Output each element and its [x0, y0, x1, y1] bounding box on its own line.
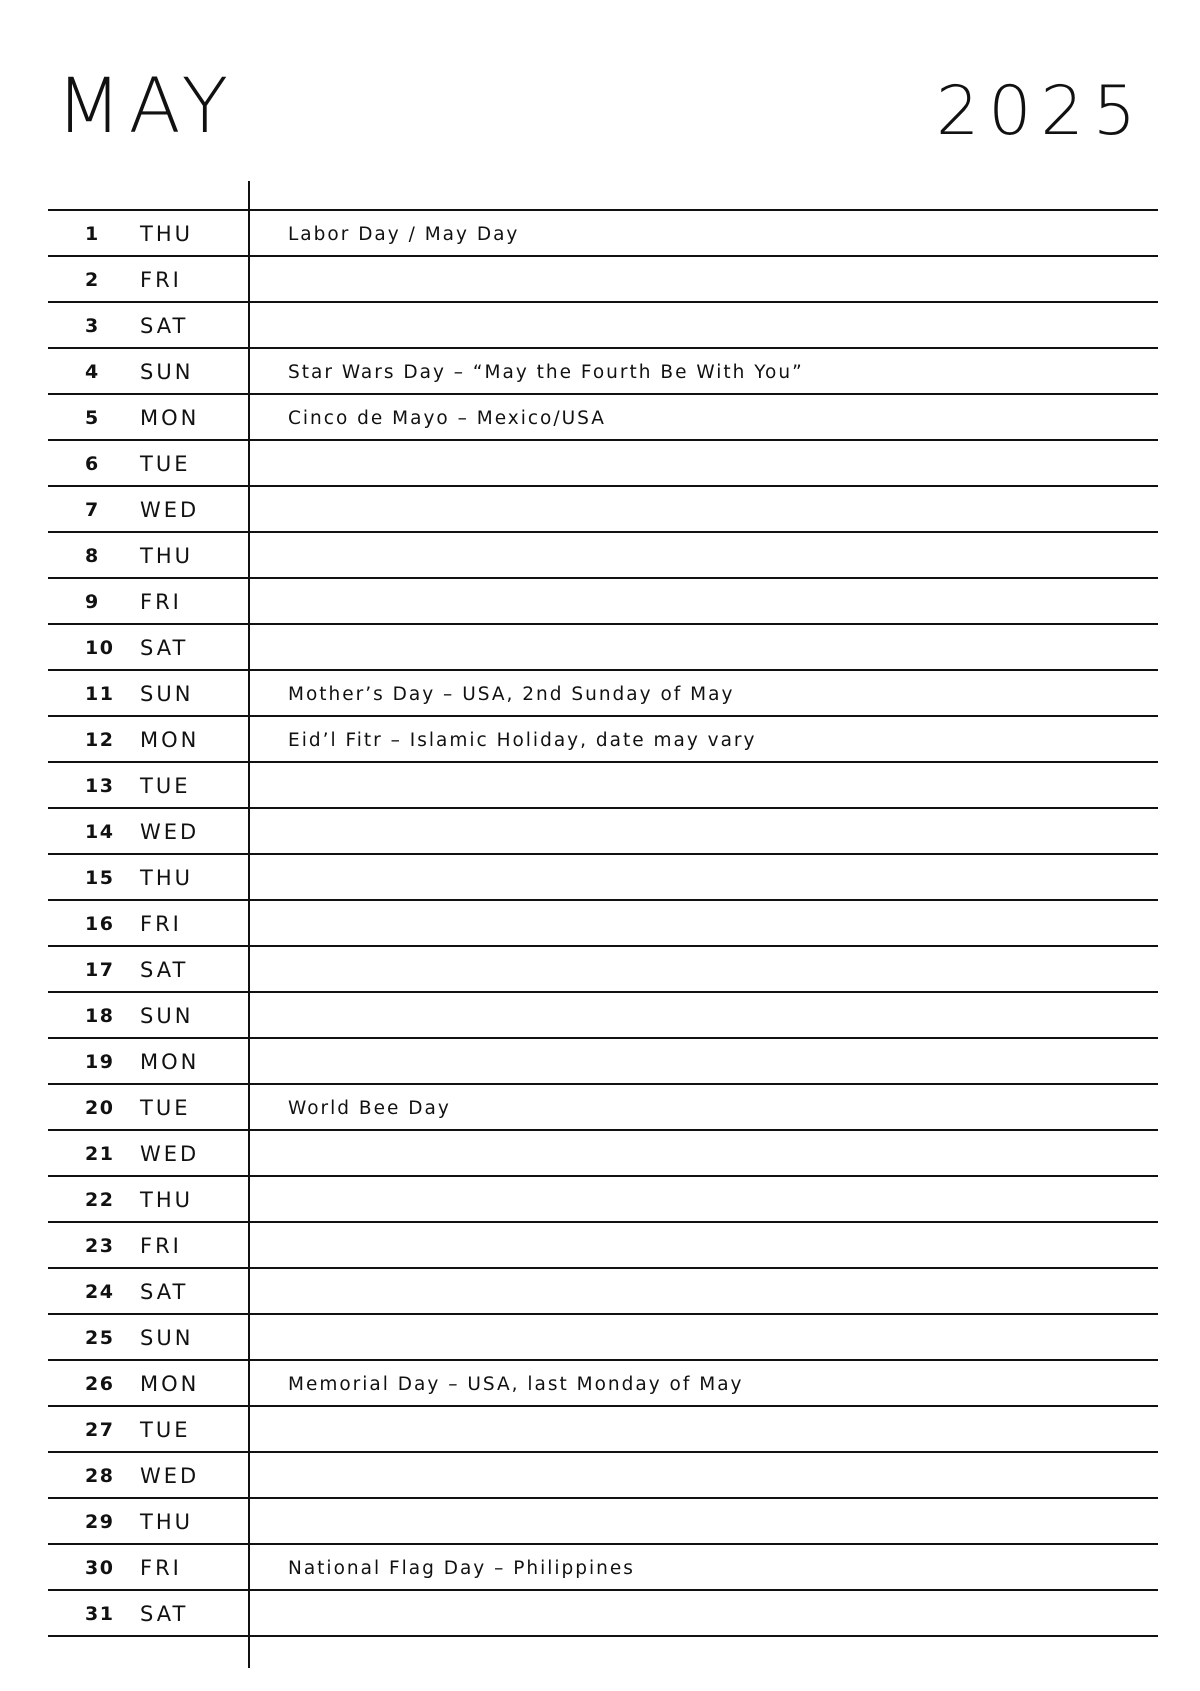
day-row[interactable] [48, 1453, 1158, 1499]
day-of-week: SAT [140, 1280, 189, 1304]
day-row[interactable] [48, 901, 1158, 947]
day-of-week: THU [140, 1188, 193, 1212]
day-of-week: TUE [140, 1418, 191, 1442]
calendar-table [48, 209, 1158, 1637]
day-number: 23 [85, 1235, 115, 1257]
day-note[interactable]: Cinco de Mayo – Mexico/USA [288, 408, 606, 429]
day-number: 11 [85, 683, 115, 705]
day-number: 5 [85, 407, 100, 429]
day-note[interactable]: Memorial Day – USA, last Monday of May [288, 1374, 744, 1395]
day-row[interactable] [48, 441, 1158, 487]
day-of-week: WED [140, 1464, 200, 1488]
day-of-week: MON [140, 406, 200, 430]
day-row[interactable] [48, 395, 1158, 441]
day-row[interactable] [48, 1177, 1158, 1223]
day-row[interactable] [48, 625, 1158, 671]
day-of-week: MON [140, 1372, 200, 1396]
day-number: 26 [85, 1373, 115, 1395]
day-of-week: SAT [140, 1602, 189, 1626]
day-row[interactable] [48, 763, 1158, 809]
day-row[interactable] [48, 349, 1158, 395]
day-row[interactable] [48, 533, 1158, 579]
day-of-week: FRI [140, 268, 182, 292]
day-row[interactable] [48, 1545, 1158, 1591]
day-of-week: SAT [140, 314, 189, 338]
day-row[interactable] [48, 1131, 1158, 1177]
day-number: 28 [85, 1465, 115, 1487]
day-number: 19 [85, 1051, 115, 1073]
day-of-week: SAT [140, 958, 189, 982]
day-note[interactable]: Star Wars Day – “May the Fourth Be With You” [288, 362, 804, 383]
day-number: 6 [85, 453, 100, 475]
day-of-week: SUN [140, 682, 194, 706]
day-of-week: WED [140, 1142, 200, 1166]
day-number: 25 [85, 1327, 115, 1349]
day-number: 1 [85, 223, 100, 245]
day-number: 2 [85, 269, 100, 291]
day-note[interactable]: World Bee Day [288, 1098, 451, 1119]
day-of-week: FRI [140, 912, 182, 936]
day-of-week: FRI [140, 1556, 182, 1580]
day-row[interactable] [48, 211, 1158, 257]
day-number: 13 [85, 775, 115, 797]
day-number: 22 [85, 1189, 115, 1211]
day-of-week: SUN [140, 1004, 194, 1028]
day-number: 3 [85, 315, 100, 337]
day-row[interactable] [48, 487, 1158, 533]
day-row[interactable] [48, 1039, 1158, 1085]
day-note[interactable]: Eid’l Fitr – Islamic Holiday, date may vary [288, 730, 757, 751]
day-number: 31 [85, 1603, 115, 1625]
day-row[interactable] [48, 717, 1158, 763]
day-number: 16 [85, 913, 115, 935]
day-number: 8 [85, 545, 100, 567]
day-number: 30 [85, 1557, 115, 1579]
day-row[interactable] [48, 1499, 1158, 1545]
day-of-week: MON [140, 1050, 200, 1074]
day-row[interactable] [48, 671, 1158, 717]
day-number: 14 [85, 821, 115, 843]
day-of-week: THU [140, 544, 193, 568]
day-number: 24 [85, 1281, 115, 1303]
day-of-week: FRI [140, 590, 182, 614]
day-note[interactable]: Mother’s Day – USA, 2nd Sunday of May [288, 684, 735, 705]
day-of-week: THU [140, 222, 193, 246]
day-number: 9 [85, 591, 100, 613]
day-number: 15 [85, 867, 115, 889]
day-of-week: WED [140, 820, 200, 844]
day-row[interactable] [48, 1591, 1158, 1637]
day-number: 20 [85, 1097, 115, 1119]
day-number: 4 [85, 361, 100, 383]
day-number: 18 [85, 1005, 115, 1027]
day-number: 17 [85, 959, 115, 981]
day-row[interactable] [48, 1223, 1158, 1269]
day-of-week: FRI [140, 1234, 182, 1258]
day-of-week: TUE [140, 452, 191, 476]
day-row[interactable] [48, 579, 1158, 625]
day-of-week: TUE [140, 774, 191, 798]
day-row[interactable] [48, 257, 1158, 303]
day-number: 10 [85, 637, 115, 659]
day-row[interactable] [48, 993, 1158, 1039]
day-row[interactable] [48, 1315, 1158, 1361]
day-of-week: TUE [140, 1096, 191, 1120]
day-row[interactable] [48, 855, 1158, 901]
day-of-week: THU [140, 866, 193, 890]
day-number: 27 [85, 1419, 115, 1441]
day-of-week: SAT [140, 636, 189, 660]
day-of-week: THU [140, 1510, 193, 1534]
day-row[interactable] [48, 947, 1158, 993]
day-note[interactable]: National Flag Day – Philippines [288, 1558, 635, 1579]
day-number: 21 [85, 1143, 115, 1165]
day-number: 29 [85, 1511, 115, 1533]
day-number: 7 [85, 499, 100, 521]
day-of-week: MON [140, 728, 200, 752]
day-number: 12 [85, 729, 115, 751]
day-row[interactable] [48, 809, 1158, 855]
column-divider [248, 181, 250, 1668]
day-of-week: SUN [140, 1326, 194, 1350]
day-row[interactable] [48, 1085, 1158, 1131]
month-title: MAY [56, 61, 236, 150]
day-row[interactable] [48, 303, 1158, 349]
day-of-week: WED [140, 498, 200, 522]
day-row[interactable] [48, 1269, 1158, 1315]
day-row[interactable] [48, 1361, 1158, 1407]
year-title: 2025 [935, 72, 1145, 151]
day-note[interactable]: Labor Day / May Day [288, 224, 520, 245]
day-of-week: SUN [140, 360, 194, 384]
day-row[interactable] [48, 1407, 1158, 1453]
